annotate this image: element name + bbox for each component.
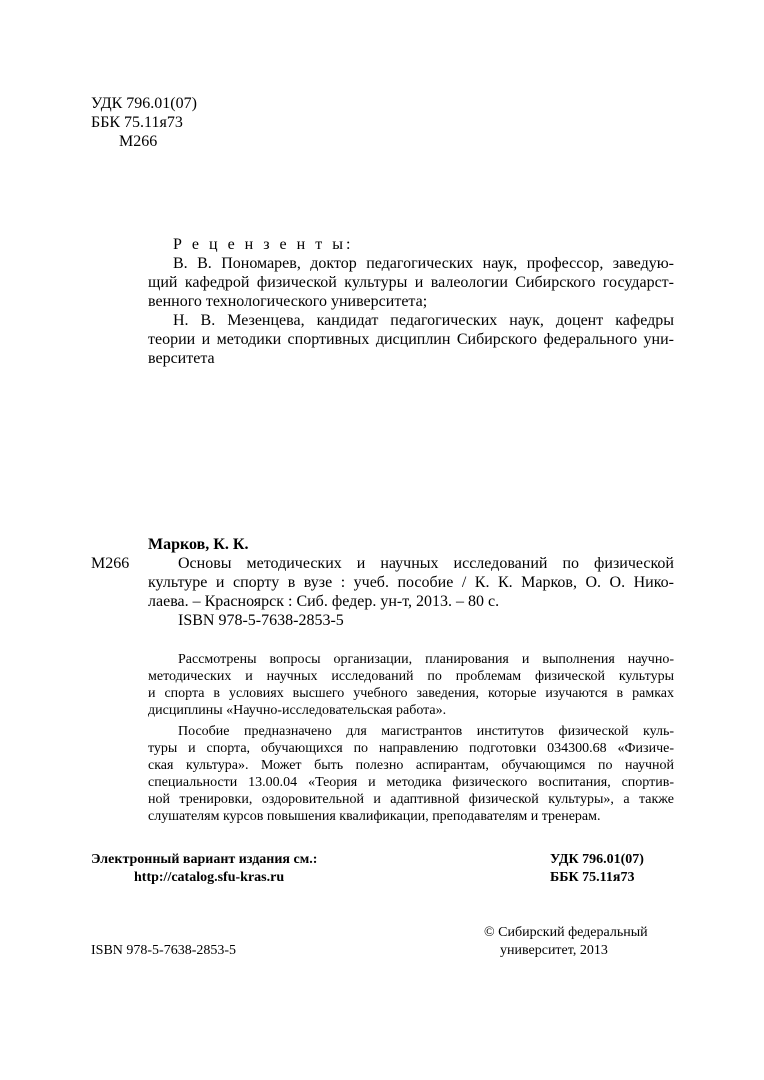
footer-isbn: ISBN 978-5-7638-2853-5	[91, 943, 237, 958]
abstract-line: и спорта в условиях высшего учебного заведения, которые изучаются в рамках	[148, 686, 674, 701]
card-author: Марков, К. К.	[148, 536, 249, 553]
card-title-line: культуре и спорту в вузе : учеб. пособие / К. К. Марков, О. О. Нико-	[148, 574, 674, 591]
card-title-line: лаева. – Красноярск : Сиб. федер. ун-т, 2013. – 80 с.	[148, 593, 500, 610]
copyright-line: © Сибирский федеральный	[484, 925, 648, 940]
abstract-line: специальности 13.00.04 «Теория и методика физического воспитания, спортив-	[148, 775, 674, 790]
bbk-code: ББК 75.11я73	[91, 114, 183, 131]
abstract-line: ская культура». Может быть полезно аспирантам, обучающимся по научной	[148, 758, 674, 773]
abstract-line: Пособие предназначено для магистрантов институтов физической куль-	[178, 724, 674, 739]
abstract-line: дисциплины «Научно-исследовательская работа».	[148, 703, 447, 718]
abstract-line: слушателям курсов повышения квалификации, преподавателям и тренерам.	[148, 809, 601, 824]
reviewer-2-line: верситета	[148, 350, 215, 367]
card-isbn: ISBN 978-5-7638-2853-5	[178, 612, 344, 629]
card-title-line: Основы методических и научных исследований по физической	[178, 555, 674, 572]
footer-bbk: ББК 75.11я73	[550, 870, 635, 885]
reviewer-1-line: щий кафедрой физической культуры и валеологии Сибирского государст-	[148, 274, 674, 291]
reviewer-1-line: В. В. Пономарев, доктор педагогических наук, профессор, заведую-	[173, 255, 674, 272]
reviewer-2-line: Н. В. Мезенцева, кандидат педагогических наук, доцент кафедры	[173, 312, 674, 329]
abstract-line: туры и спорта, обучающихся по направлению подготовки 034300.68 «Физиче-	[148, 741, 674, 756]
card-mark: М266	[91, 555, 130, 572]
reviewer-2-line: теории и методики спортивных дисциплин Сибирского федерального уни-	[148, 331, 674, 348]
copyright-line: университет, 2013	[500, 943, 608, 958]
abstract-line: Рассмотрены вопросы организации, планирования и выполнения научно-	[178, 652, 674, 667]
abstract-line: ной тренировки, оздоровительной и адаптивной физической культуры», а также	[148, 792, 674, 807]
udk-code: УДК 796.01(07)	[91, 95, 197, 112]
author-mark: М266	[119, 133, 158, 150]
catalog-url: http://catalog.sfu-kras.ru	[134, 870, 285, 885]
reviewer-1-line: венного технологического университета;	[148, 293, 428, 310]
footer-udk: УДК 796.01(07)	[550, 852, 644, 867]
reviewers-heading: Р е ц е н з е н т ы:	[173, 236, 354, 253]
electronic-version-label: Электронный вариант издания см.:	[91, 852, 318, 867]
abstract-line: методических и научных исследований по проблемам физической культуры	[148, 669, 674, 684]
